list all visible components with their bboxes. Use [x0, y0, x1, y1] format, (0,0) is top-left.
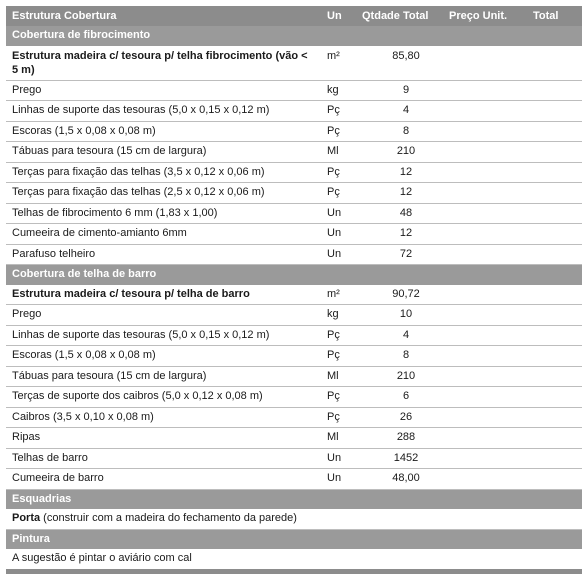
table-row [6, 224, 582, 245]
table-row [6, 305, 582, 326]
table-row [6, 46, 582, 81]
item-description: Terças para fixação das telhas (3,5 x 0,12 x 0,06 m) [12, 165, 265, 178]
item-quantity: 90,72 [392, 287, 420, 300]
item-quantity: 10 [399, 308, 413, 320]
item-quantity: 8 [402, 349, 410, 361]
item-quantity: 9 [402, 83, 410, 96]
item-unit: kg [327, 308, 339, 320]
item-unit: Un [327, 451, 342, 464]
table-row [6, 408, 582, 429]
section-title-esquadrias [6, 490, 582, 510]
item-description: Cumeeira de barro [12, 472, 104, 484]
item-description: Linhas de suporte das tesouras (5,0 x 0,15 x 0,12 m) [12, 328, 270, 341]
item-unit: Pç [327, 328, 340, 341]
section-title-fibrocimento [6, 26, 582, 46]
item-quantity: 48 [399, 206, 413, 219]
item-unit: m² [327, 287, 340, 300]
item-unit: Un [327, 206, 342, 219]
item-quantity: 4 [402, 328, 410, 341]
item-description: Cumeeira de cimento-amianto 6mm [12, 227, 187, 239]
table-row [6, 122, 582, 143]
item-quantity: 210 [396, 369, 416, 382]
table-row [6, 387, 582, 408]
item-unit: Pç [327, 410, 340, 423]
item-quantity: 48,00 [392, 472, 420, 484]
table-row [6, 285, 582, 306]
table-row [6, 163, 582, 184]
item-quantity: 12 [399, 227, 413, 239]
item-description: Terças para fixação das telhas (2,5 x 0,12 x 0,06 m) [12, 186, 265, 198]
item-unit: Pç [327, 390, 340, 402]
table-row [6, 81, 582, 102]
materials-table [6, 6, 582, 574]
table-row [6, 469, 582, 490]
item-unit: Ml [327, 369, 339, 382]
item-quantity: 85,80 [392, 49, 420, 62]
header-unit-price: Preço Unit. [449, 10, 508, 22]
door-label: Porta [12, 512, 41, 524]
item-description: Telhas de fibrocimento 6 mm (1,83 x 1,00) [12, 206, 218, 219]
item-unit: Un [327, 247, 342, 260]
item-quantity: 288 [396, 431, 416, 443]
item-description: Estrutura madeira c/ tesoura p/ telha fibrocimento (vão < 5 m) [12, 49, 308, 76]
item-description: Prego [12, 83, 42, 96]
section-label: Cobertura de fibrocimento [12, 29, 151, 41]
item-unit: Pç [327, 349, 340, 361]
esquadrias-note [6, 509, 582, 530]
item-quantity: 4 [402, 104, 410, 116]
table-row [6, 245, 582, 266]
item-description: Escoras (1,5 x 0,08 x 0,08 m) [12, 124, 156, 137]
item-description: Terças de suporte dos caibros (5,0 x 0,12 x 0,08 m) [12, 390, 263, 402]
door-detail: (construir com a madeira do fechamento da parede) [40, 512, 297, 524]
item-unit: Pç [327, 186, 340, 198]
item-unit: Ml [327, 431, 339, 443]
table-row [6, 428, 582, 449]
item-quantity: 1452 [393, 451, 419, 464]
item-quantity: 12 [399, 165, 413, 178]
item-description: Tábuas para tesoura (15 cm de largura) [12, 145, 207, 157]
table-header [6, 6, 582, 26]
pintura-note [6, 549, 582, 569]
table-row [6, 183, 582, 204]
item-description: Linhas de suporte das tesouras (5,0 x 0,15 x 0,12 m) [12, 104, 270, 116]
item-unit: Pç [327, 104, 340, 116]
table-row [6, 326, 582, 347]
table-bottom-bar [6, 569, 582, 574]
item-description: Estrutura madeira c/ tesoura p/ telha de barro [12, 287, 250, 300]
header-quantity: Qtdade Total [362, 10, 429, 22]
table-row [6, 367, 582, 388]
item-unit: Ml [327, 145, 339, 157]
item-description: Parafuso telheiro [12, 247, 96, 260]
item-unit: m² [327, 49, 340, 62]
item-quantity: 6 [402, 390, 410, 402]
table-row [6, 449, 582, 470]
item-quantity: 26 [399, 410, 413, 423]
item-description: Tábuas para tesoura (15 cm de largura) [12, 369, 207, 382]
section-rows-fibrocimento [6, 46, 582, 266]
section-label: Esquadrias [12, 492, 72, 505]
item-unit: Un [327, 472, 342, 484]
header-description: Estrutura Cobertura [12, 10, 117, 22]
table-row [6, 142, 582, 163]
item-description: Telhas de barro [12, 451, 88, 464]
section-title-telha-barro [6, 265, 582, 285]
section-title-pintura [6, 530, 582, 550]
item-description: Prego [12, 308, 42, 320]
item-unit: Pç [327, 124, 340, 137]
item-description: Ripas [12, 431, 41, 443]
item-unit: kg [327, 83, 339, 96]
header-total: Total [533, 10, 559, 22]
section-rows-telha-barro [6, 285, 582, 490]
table-row [6, 101, 582, 122]
item-description: Escoras (1,5 x 0,08 x 0,08 m) [12, 349, 156, 361]
table-row [6, 204, 582, 225]
item-unit: Pç [327, 165, 340, 178]
item-quantity: 12 [399, 186, 413, 198]
painting-text: A sugestão é pintar o aviário com cal [12, 552, 192, 564]
section-label: Pintura [12, 532, 50, 545]
item-unit: Un [327, 227, 342, 239]
header-unit: Un [327, 10, 342, 22]
item-description: Caibros (3,5 x 0,10 x 0,08 m) [12, 410, 154, 423]
item-quantity: 72 [399, 247, 413, 260]
section-label: Cobertura de telha de barro [12, 268, 157, 280]
table-row [6, 346, 582, 367]
item-quantity: 8 [402, 124, 410, 137]
item-quantity: 210 [396, 145, 416, 157]
